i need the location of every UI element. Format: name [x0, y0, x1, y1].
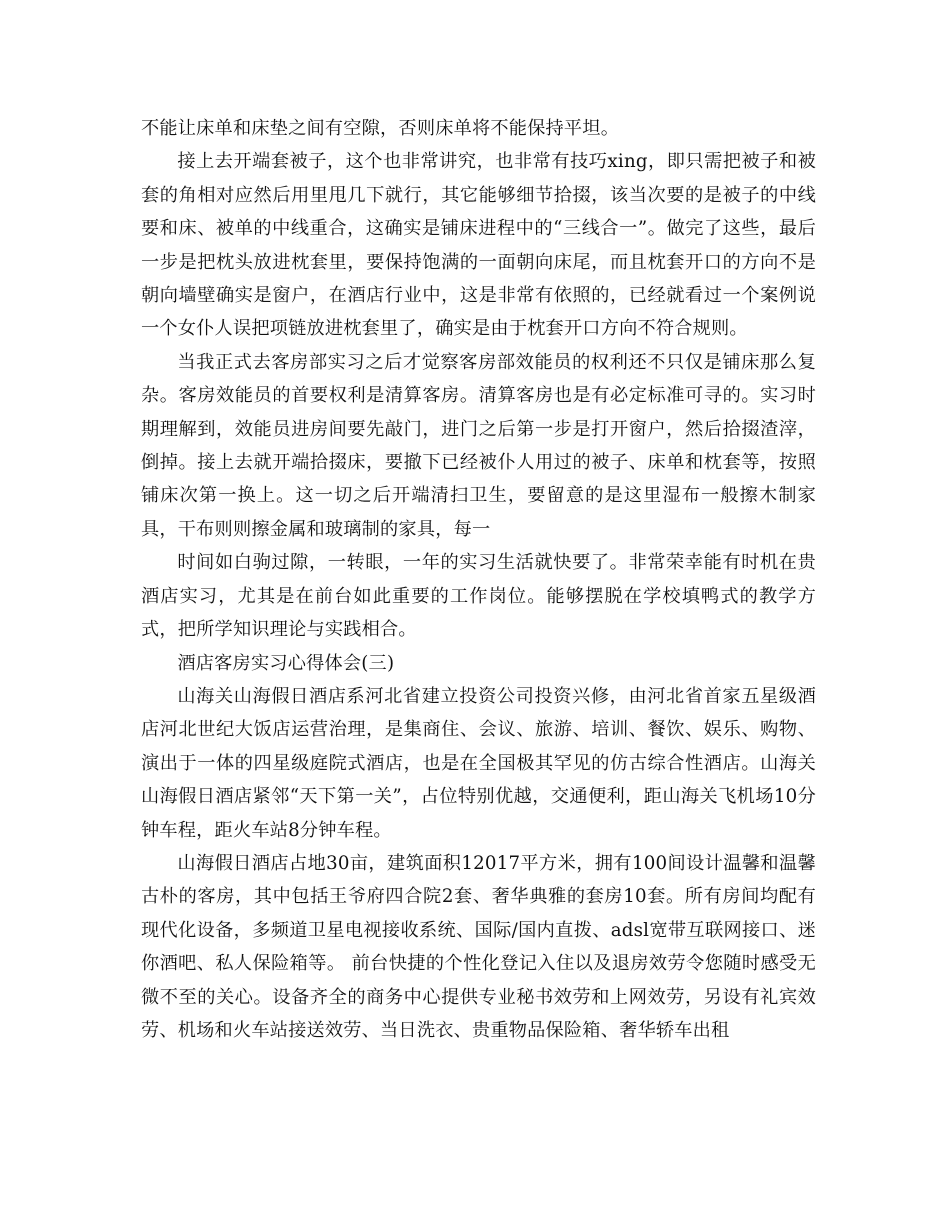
- paragraph-1: 不能让床单和床垫之间有空隙，否则床单将不能保持平坦。: [141, 118, 620, 139]
- paragraph-2: 接上去开端套被子，这个也非常讲究，也非常有技巧xing，即只需把被子和被套的角相对应然后用里甩几下就行，其它能够细节拾掇，该当次要的是被子的中线要和床、被单的中线重合，这确实是铺床进程中的“三线合一”。做完了这些，最后一步是把枕头放进枕套里，要保持饱满的一面朝向床尾，而且枕套开口的方向不是朝向墙壁确实是窗户，在酒店行业中，这是非常有依照的，已经就看过一个案例说一个女仆人误把项链放进枕套里了，确实是由于枕套开口方向不符合规则。: [141, 151, 816, 340]
- paragraph-5: 山海关山海假日酒店系河北省建立投资公司投资兴修，由河北省首家五星级酒店河北世纪大饭店运营治理，是集商住、会议、旅游、培训、餐饮、娱乐、购物、演出于一体的四星级庭院式酒店，也是在全国极其罕见的仿古综合性酒店。山海关山海假日酒店紧邻“天下第一关”，占位特别优越，交通便利，距山海关飞机场10分钟车程，距火车站8分钟车程。: [141, 685, 816, 841]
- section-heading: 酒店客房实习心得体会(三): [177, 652, 395, 674]
- paragraph-6: 山海假日酒店占地30亩，建筑面积12017平方米，拥有100间设计温馨和温馨古朴的客房，其中包括王爷府四合院2套、奢华典雅的套房10套。所有房间均配有现代化设备，多频道卫星电视接收系统、国际/国内直拨、adsl宽带互联网接口、迷你酒吧、私人保险箱等。 前台快捷的个性化登记入住以及退房效劳令您随时感受无微不至的关心。设备齐全的商务中心提供专业秘书效劳和上网效劳，另设有礼宾效劳、机场和火车站接送效劳、当日洗衣、贵重物品保险箱、奢华轿车出租: [141, 852, 816, 1041]
- paragraph-3: 当我正式去客房部实习之后才觉察客房部效能员的权利还不只仅是铺床那么复杂。客房效能员的首要权利是清算客房。清算客房也是有必定标准可寻的。实习时期理解到，效能员进房间要先敲门，进门之后第一步是打开窗户，然后拾掇渣滓，倒掉。接上去就开端拾掇床，要撤下已经被仆人用过的被子、床单和枕套等，按照铺床次第一换上。这一切之后开端清扫卫生，要留意的是这里湿布一般擦木制家具，干布则则擦金属和玻璃制的家具，每一: [141, 351, 816, 540]
- document-page: [141, 112, 816, 1047]
- paragraph-4: 时间如白驹过隙，一转眼，一年的实习生活就快要了。非常荣幸能有时机在贵酒店实习，尤其是在前台如此重要的工作岗位。能够摆脱在学校填鸭式的教学方式，把所学知识理论与实践相合。: [141, 552, 816, 641]
